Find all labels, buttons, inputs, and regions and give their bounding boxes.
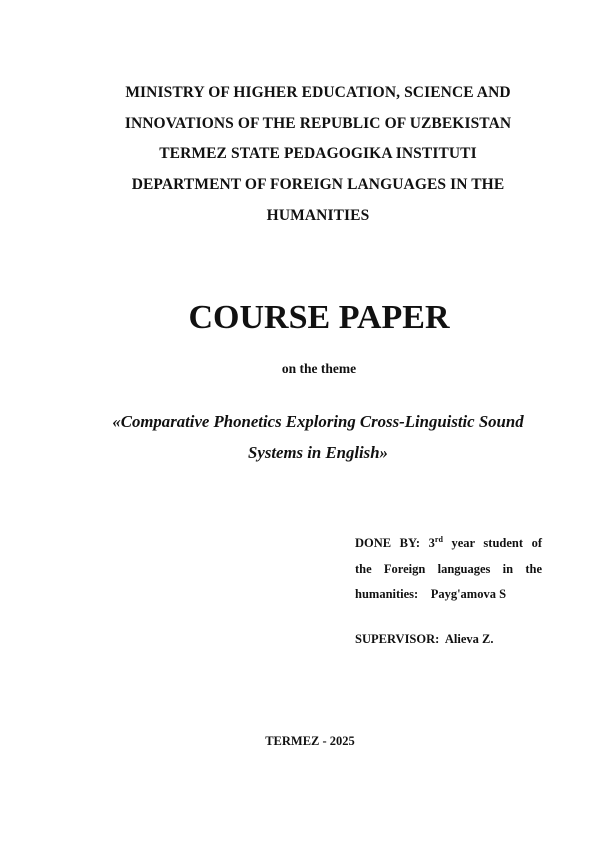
- theme-intro: on the theme: [281, 361, 357, 376]
- institution-header: [70, 78, 566, 232]
- paper-theme: [70, 407, 566, 468]
- header-line-department: DEPARTMENT OF FOREIGN LANGUAGES IN THE: [131, 176, 505, 194]
- year-suffix: rd: [434, 534, 443, 544]
- year-student-text: year student of: [451, 536, 543, 550]
- supervisor-block: [355, 627, 493, 652]
- done-by-label: DONE BY:: [355, 536, 421, 550]
- done-by-line-3: [355, 582, 542, 608]
- header-line-institute: TERMEZ STATE PEDAGOGIKA INSTITUTI: [159, 145, 477, 163]
- city-year-footer: TERMEZ - 2025: [265, 734, 355, 748]
- header-line-innovations: INNOVATIONS OF THE REPUBLIC OF UZBEKISTAN: [124, 114, 512, 132]
- theme-line-2: Systems in English»: [248, 442, 388, 462]
- document-title: COURSE PAPER: [188, 299, 450, 336]
- header-line-ministry: MINISTRY OF HIGHER EDUCATION, SCIENCE AND: [125, 84, 511, 101]
- done-by-line-1: [355, 531, 542, 557]
- humanities-label: humanities:: [355, 587, 419, 601]
- student-name: Payg'amova S: [430, 587, 507, 601]
- supervisor-label: SUPERVISOR:: [355, 632, 440, 646]
- year-number: 3: [428, 536, 435, 550]
- header-line-humanities: HUMANITIES: [266, 206, 370, 224]
- done-by-line-2: the Foreign languages in the: [355, 561, 542, 576]
- supervisor-name: Alieva Z.: [444, 632, 494, 646]
- theme-line-1: «Comparative Phonetics Exploring Cross-Linguistic Sound: [112, 412, 524, 431]
- done-by-block: [355, 531, 542, 608]
